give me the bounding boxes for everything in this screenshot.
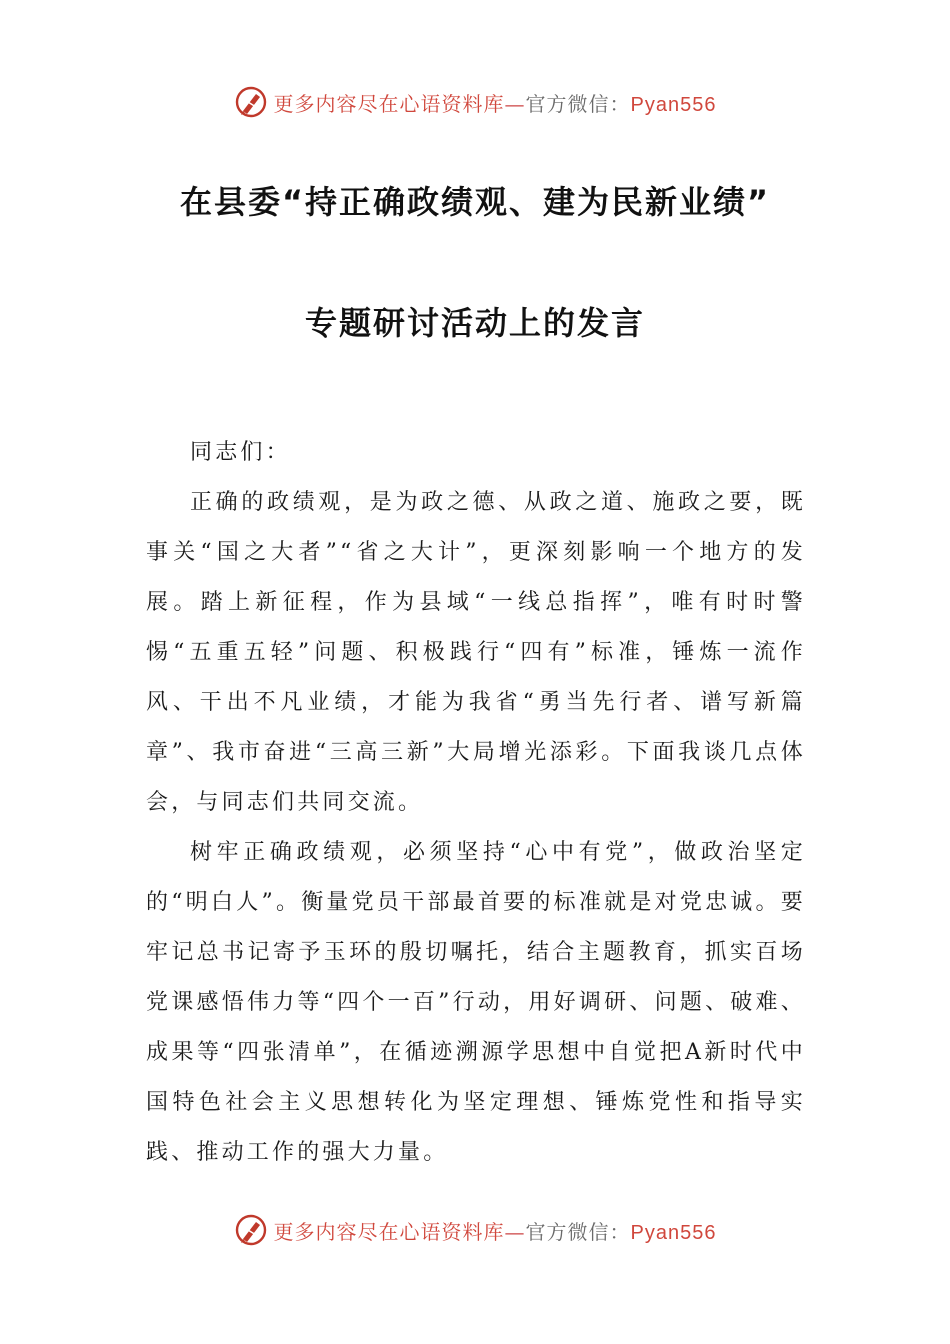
banner-text: [274, 1216, 717, 1245]
greeting: 同志们：: [190, 440, 291, 465]
banner-text: [274, 88, 717, 117]
banner-dash: —: [504, 1219, 526, 1244]
banner-wechat-label: 官方微信：: [525, 91, 631, 116]
banner-dash: —: [504, 91, 526, 116]
footer-watermark-banner: [0, 1210, 950, 1250]
banner-wechat-id: Pyan556: [630, 93, 717, 116]
document-title-line2: 专题研讨活动上的发言: [304, 304, 645, 342]
document-body: [146, 428, 806, 1178]
pen-logo-icon: [234, 85, 268, 119]
pen-logo-icon: [234, 1213, 268, 1247]
banner-prefix: 更多内容尽在心语资料库: [273, 1219, 505, 1244]
header-watermark-banner: [0, 82, 950, 122]
banner-wechat-id: Pyan556: [630, 1221, 717, 1244]
banner-prefix: 更多内容尽在心语资料库: [273, 91, 505, 116]
paragraph-1: 正确的政绩观，是为政之德、从政之道、施政之要，既事关“国之大者”“省之大计”，更深刻影响一个地方的发展。踏上新征程，作为县域“一线总指挥”，唯有时时警惕“五重五轻”问题、积极践行“四有”标准，锤炼一流作风、干出不凡业绩，才能为我省“勇当先行者、谱写新篇章”、我市奋进“三高三新”大局增光添彩。下面我谈几点体会，与同志们共同交流。: [146, 490, 806, 815]
paragraph-2: 树牢正确政绩观，必须坚持“心中有党”，做政治坚定的“明白人”。衡量党员干部最首要的标准就是对党忠诚。要牢记总书记寄予玉环的殷切嘱托，结合主题教育，抓实百场党课感悟伟力等“四个一百”行动，用好调研、问题、破难、成果等“四张清单”，在循迹溯源学思想中自觉把A新时代中国特色社会主义思想转化为坚定理想、锤炼党性和指导实践、推动工作的强大力量。: [146, 840, 806, 1165]
banner-wechat-label: 官方微信：: [525, 1219, 631, 1244]
document-title-line1: 在县委“持正确政绩观、建为民新业绩”: [179, 183, 771, 221]
